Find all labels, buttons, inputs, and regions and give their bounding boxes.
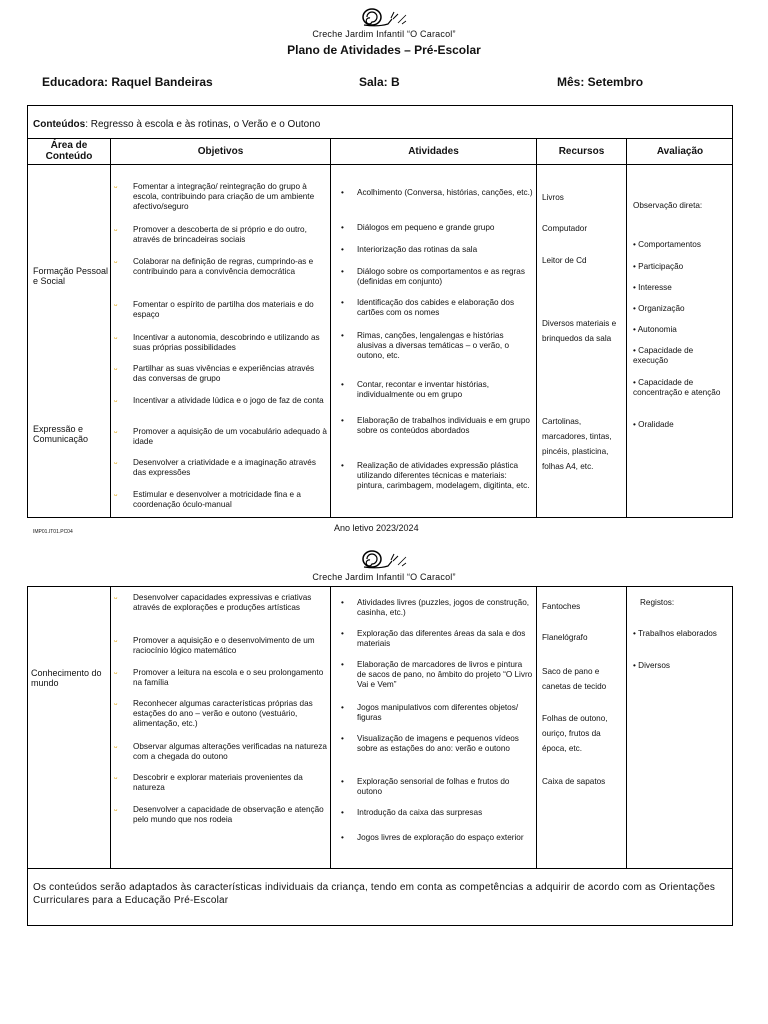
conteudos-label: Conteúdos <box>33 119 86 130</box>
document-title: Plano de Atividades – Pré-Escolar <box>287 43 481 57</box>
bullet-check-icon: ᵕ <box>114 699 118 709</box>
conteudos-text: : Regresso à escola e às rotinas, o Verão e o Outono <box>85 119 321 130</box>
bullet-check-icon: ᵕ <box>114 300 118 310</box>
objective-item: ᵕ Reconhecer algumas características próprias das estações do ano – verão e outono (vestuário, alimentação, etc.) <box>114 699 313 728</box>
objective-item: ᵕ Desenvolver a criatividade e a imaginação através das expressões <box>114 458 316 477</box>
header-area <box>28 140 110 162</box>
evaluation-item: • Oralidade <box>633 420 674 429</box>
evaluation-item: • Autonomia <box>633 325 677 334</box>
resource-item: Livros <box>542 193 564 202</box>
mes-label: Mês: Setembro <box>557 75 644 89</box>
objective-item: ᵕ Fomentar a integração/ reintegração do grupo à escola, contribuindo para criação de um ambiente afectivo/seguro <box>114 182 315 211</box>
resource-item: Leitor de Cd <box>542 256 587 265</box>
bullet-check-icon: ᵕ <box>114 458 118 468</box>
bullet-check-icon: ᵕ <box>114 225 118 235</box>
header-avaliacao: Avaliação <box>656 146 704 157</box>
activity-item: • Atividades livres (puzzles, jogos de construção, casinha, etc.) <box>341 598 530 617</box>
sala-label: Sala: B <box>359 75 400 89</box>
objective-item: ᵕ Desenvolver capacidades expressivas e criativas através de explorações e produções artísticas <box>114 593 312 612</box>
school-year: Ano letivo 2023/2024 <box>334 523 419 533</box>
objective-item: ᵕ Promover a descoberta de si próprio e do outro, através de brincadeiras sociais <box>114 225 307 244</box>
activity-item: • Elaboração de trabalhos individuais e em grupo sobre os conteúdos abordados <box>341 416 530 435</box>
objective-item: ᵕ Incentivar a autonomia, descobrindo e utilizando as suas próprias possibilidades <box>114 333 320 352</box>
resource-item: Folhas de outono, ouriço, frutos da época, etc. <box>542 714 608 753</box>
activity-item: • Jogos manipulativos com diferentes objetos/ figuras <box>341 703 519 722</box>
objective-item: ᵕ Colaborar na definição de regras, cumprindo-as e contribuindo para a convivência democrática <box>114 257 314 276</box>
header-area-line2: Conteúdo <box>45 151 93 162</box>
area-formacao: Formação Pessoal e Social <box>33 266 109 286</box>
objective-item: ᵕ Estimular e desenvolver a motricidade fina e a coordenação óculo-manual <box>114 490 301 509</box>
objective-item: ᵕ Promover a aquisição de um vocabulário adequado à idade <box>114 427 327 446</box>
bullet-check-icon: ᵕ <box>114 364 118 374</box>
area-expressao: Expressão e Comunicação <box>33 424 89 444</box>
evaluation-item: • Participação <box>633 262 684 271</box>
activity-item: • Interiorização das rotinas da sala <box>341 245 478 254</box>
bullet-check-icon: ᵕ <box>114 182 118 192</box>
header-area-line1: Área de <box>50 140 88 151</box>
activity-item: • Elaboração de marcadores de livros e pintura de sacos de pano, no âmbito do projeto “O Livro Vai e Vem” <box>341 660 533 689</box>
objective-item: ᵕ Fomentar o espírito de partilha dos materiais e do espaço <box>114 300 314 319</box>
bullet-check-icon: ᵕ <box>114 427 118 437</box>
activity-item: • Introdução da caixa das surpresas <box>341 808 483 817</box>
snail-logo <box>358 5 410 27</box>
activity-item: • Exploração das diferentes áreas da sala e dos materiais <box>341 629 526 648</box>
evaluation-item: • Organização <box>633 304 685 313</box>
bullet-check-icon: ᵕ <box>114 593 118 603</box>
header-atividades: Atividades <box>408 146 459 157</box>
evaluation-item: • Capacidade de concentração e atenção <box>633 378 721 397</box>
snail-logo <box>358 547 410 569</box>
activity-item: • Jogos livres de exploração do espaço exterior <box>341 833 524 842</box>
resource-item: Fantoches <box>542 602 581 611</box>
evaluation-intro: Observação direta: <box>633 201 703 210</box>
resource-item: Flanelógrafo <box>542 633 588 642</box>
resource-item: Caixa de sapatos <box>542 777 606 786</box>
activity-item: • Diálogo sobre os comportamentos e as regras (definidas em conjunto) <box>341 267 525 286</box>
evaluation-item: • Comportamentos <box>633 240 701 249</box>
resource-item: Computador <box>542 224 588 233</box>
bullet-check-icon: ᵕ <box>114 636 118 646</box>
bullet-check-icon: ᵕ <box>114 257 118 267</box>
evaluation-item: • Diversos <box>633 661 671 670</box>
evaluation-item: • Trabalhos elaborados <box>633 629 717 638</box>
activity-item: • Visualização de imagens e pequenos vídeos sobre as estações do ano: verão e outono <box>341 734 519 753</box>
bullet-check-icon: ᵕ <box>114 668 118 678</box>
adaptation-note: Os conteúdos serão adaptados às características individuais da criança, tendo em conta as competências a adquirir de acordo com as Orientações Curriculares para a Educação Pré-Escolar <box>33 882 716 906</box>
bullet-check-icon: ᵕ <box>114 773 118 783</box>
bullet-check-icon: ᵕ <box>114 742 118 752</box>
school-name: Creche Jardim Infantil “O Caracol” <box>312 29 456 39</box>
header-recursos: Recursos <box>558 146 605 157</box>
activity-item: • Identificação dos cabides e elaboração dos cartões com os nomes <box>341 298 515 317</box>
educadora-label: Educadora: Raquel Bandeiras <box>42 75 213 89</box>
evaluation-intro: Registos: <box>640 598 675 607</box>
school-name-page2: Creche Jardim Infantil “O Caracol” <box>312 572 456 582</box>
header-objetivos: Objetivos <box>197 146 244 157</box>
bullet-check-icon: ᵕ <box>114 333 118 343</box>
conteudos-row <box>33 119 320 130</box>
bullet-check-icon: ᵕ <box>114 396 118 406</box>
objective-item: ᵕ Promover a aquisição e o desenvolvimento de um raciocínio lógico matemático <box>114 636 315 655</box>
evaluation-item: • Capacidade de execução <box>633 346 694 365</box>
objective-item: ᵕ Descobrir e explorar materiais provenientes da natureza <box>114 773 303 792</box>
objective-item: ᵕ Promover a leitura na escola e o seu prolongamento na família <box>114 668 324 687</box>
objective-item: ᵕ Desenvolver a capacidade de observação e atenção pelo mundo que nos rodeia <box>114 805 324 824</box>
resource-item: Diversos materiais e brinquedos da sala <box>542 319 617 343</box>
activity-item: • Exploração sensorial de folhas e frutos do outono <box>341 777 510 796</box>
document-code: IMP01.IT01.PC04 <box>33 529 73 535</box>
objective-item: ᵕ Partilhar as suas vivências e experiências através das conversas de grupo <box>114 364 315 383</box>
objective-item: ᵕ Incentivar a atividade lúdica e o jogo de faz de conta <box>114 396 324 406</box>
objective-item: ᵕ Observar algumas alterações verificadas na natureza com a chegada do outono <box>114 742 327 761</box>
activity-item: • Realização de atividades expressão plástica utilizando diferentes técnicas e materiais: pintura, carimbagem, modelagem, digitinta, etc. <box>341 461 530 490</box>
area-conhecimento: Conhecimento do mundo <box>31 668 102 688</box>
activity-item: • Rimas, canções, lengalengas e histórias alusivas a diversas temáticas – o verão, o outono, etc. <box>341 331 509 360</box>
resource-item: Saco de pano e canetas de tecido <box>542 667 607 691</box>
resource-item: Cartolinas, marcadores, tintas, pincéis, plasticina, folhas A4, etc. <box>542 417 612 471</box>
bullet-check-icon: ᵕ <box>114 490 118 500</box>
activity-item: • Acolhimento (Conversa, histórias, canções, etc.) <box>341 188 533 197</box>
activity-item: • Diálogos em pequeno e grande grupo <box>341 223 495 232</box>
bullet-check-icon: ᵕ <box>114 805 118 815</box>
activity-item: • Contar, recontar e inventar histórias, individualmente ou em grupo <box>341 380 489 399</box>
evaluation-item: • Interesse <box>633 283 672 292</box>
